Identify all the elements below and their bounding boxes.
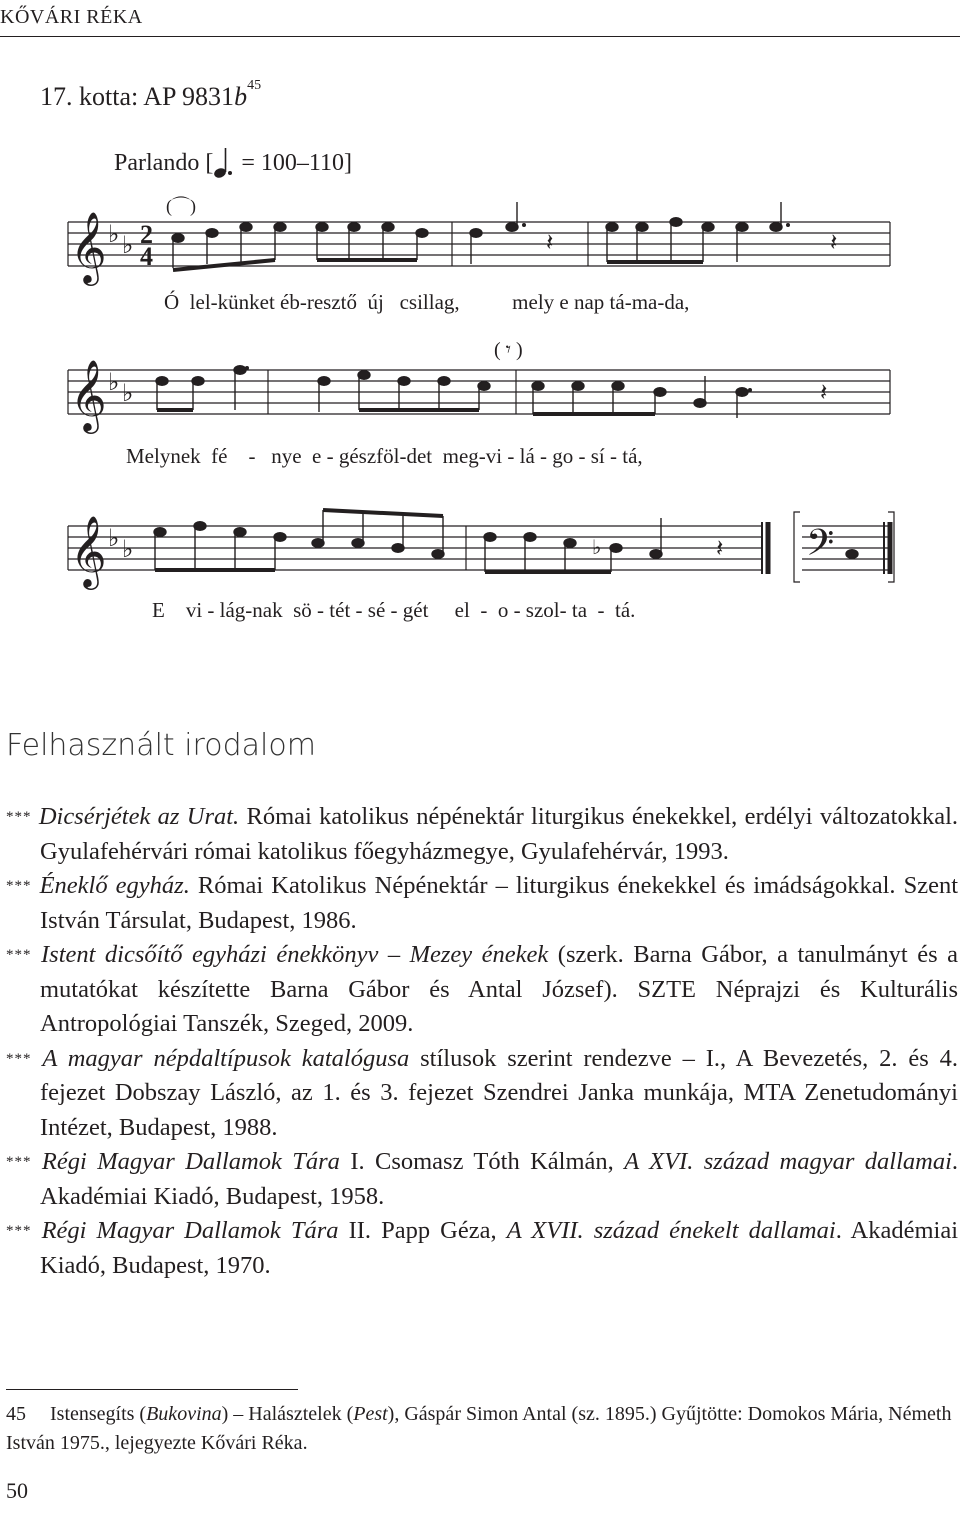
reference-title: A magyar népdaltípusok katalógusa bbox=[42, 1044, 410, 1072]
svg-text:♭: ♭ bbox=[122, 537, 134, 563]
music-staff-2 bbox=[0, 338, 960, 448]
reference-title: Istent dicsőítő egyházi énekkönyv – Mezey énekek bbox=[41, 941, 549, 968]
svg-text:2: 2 bbox=[140, 220, 153, 249]
reference-details: II. Papp Géza, bbox=[338, 1217, 507, 1244]
reference-subtitle: A XVII. század énekelt dallamai bbox=[506, 1217, 836, 1244]
reference-item bbox=[6, 869, 958, 938]
svg-text:𝄞: 𝄞 bbox=[70, 210, 107, 283]
footnote-rule bbox=[6, 1389, 298, 1390]
music-staff-1 bbox=[0, 190, 960, 290]
svg-text:𝄽: 𝄽 bbox=[546, 230, 554, 256]
dotted-quarter-note-icon bbox=[213, 146, 235, 180]
footnote-number: 45 bbox=[6, 1403, 26, 1425]
footnote-text-b: ) – Halásztelek ( bbox=[221, 1403, 354, 1425]
lyrics-line-3: E vi - lág-nak sö - tét - sé - gét el - o - szol- ta - tá. bbox=[152, 598, 636, 622]
page-number: 50 bbox=[6, 1478, 28, 1503]
reference-details: Római Katolikus Népénektár – liturgikus énekekkel és imádságokkal. Szent István Társulat, Budapest, 1986. bbox=[40, 872, 958, 934]
reference-stars: *** bbox=[6, 1050, 32, 1067]
lyrics-line-1: Ó lel-künket éb-resztő új csillag, mely e nap tá-ma-da, bbox=[164, 290, 690, 314]
svg-text:♭: ♭ bbox=[108, 370, 120, 396]
reference-item bbox=[6, 800, 958, 869]
score-title-footnote-ref: 45 bbox=[247, 78, 262, 93]
svg-text:(⌒): (⌒) bbox=[166, 196, 196, 216]
running-header: KŐVÁRI RÉKA bbox=[0, 6, 143, 28]
footnote-place-a: Bukovina bbox=[146, 1403, 222, 1425]
tempo-marking bbox=[114, 146, 352, 180]
reference-stars: *** bbox=[6, 947, 32, 963]
svg-text:𝄢: 𝄢 bbox=[806, 522, 835, 573]
reference-item bbox=[6, 1214, 958, 1283]
reference-stars: *** bbox=[6, 1223, 32, 1239]
music-staff-3 bbox=[0, 496, 960, 606]
score-title bbox=[40, 78, 262, 112]
footnote-text-a: Istensegíts ( bbox=[50, 1403, 147, 1425]
reference-details: Római katolikus népénektár liturgikus énekekkel, erdélyi változatokkal. Gyulafehérvári római katolikus főegyházmegye, Gyulafehérvár, 1993. bbox=[40, 803, 959, 865]
reference-title: Éneklő egyház. bbox=[39, 872, 190, 899]
svg-text:𝄽: 𝄽 bbox=[716, 536, 724, 562]
footnote-text-c: ), Gáspár Simon Antal (sz. 1895.) Gyűjtötte: Domokos Mária, Németh István 1975., lejegyezte Kővári Réka. bbox=[6, 1403, 952, 1454]
score-title-text: 17. kotta: AP 9831 bbox=[40, 82, 235, 111]
svg-text:♭: ♭ bbox=[108, 526, 120, 552]
reference-subtitle: A XVI. század magyar dallamai bbox=[624, 1148, 952, 1175]
reference-details: (szerk. Barna Gábor, a tanulmányt és a mutatókat készítette Barna Gábor és Antal József). SZTE Néprajzi és Kulturális Antropológiai Tanszék, Szeged, 2009. bbox=[40, 941, 958, 1037]
reference-list bbox=[6, 800, 958, 1283]
score-title-italic: b bbox=[234, 82, 248, 111]
reference-item bbox=[6, 1145, 958, 1214]
section-heading: Felhasznált irodalom bbox=[6, 728, 316, 763]
svg-text:𝄽: 𝄽 bbox=[830, 230, 838, 256]
svg-text:♭: ♭ bbox=[592, 537, 602, 559]
reference-publisher: . Akadémiai Kiadó, Budapest, 1970. bbox=[40, 1217, 959, 1279]
svg-text:𝄞: 𝄞 bbox=[70, 514, 107, 587]
svg-text:4: 4 bbox=[140, 242, 153, 271]
reference-item bbox=[6, 1042, 958, 1146]
header-rule bbox=[0, 36, 960, 37]
reference-title: Régi Magyar Dallamok Tára bbox=[41, 1148, 340, 1175]
reference-stars: *** bbox=[6, 878, 32, 894]
reference-stars: *** bbox=[6, 1154, 32, 1170]
footnote bbox=[6, 1400, 958, 1458]
svg-text:𝄞: 𝄞 bbox=[70, 358, 107, 431]
tempo-value: = 100–110] bbox=[241, 149, 352, 176]
footnote-place-b: Pest bbox=[353, 1403, 388, 1425]
reference-title: Dicsérjétek az Urat. bbox=[38, 803, 240, 830]
reference-stars: *** bbox=[6, 809, 32, 825]
svg-text:♭: ♭ bbox=[122, 381, 134, 407]
footnote-text bbox=[6, 1403, 951, 1454]
svg-text:♭: ♭ bbox=[108, 222, 120, 248]
lyrics-line-2: Melynek fé - nye e - gészföl-det meg-vi - lá - go - sí - tá, bbox=[126, 444, 643, 468]
tempo-word: Parlando [ bbox=[114, 149, 214, 176]
reference-details: I. Csomasz Tóth Kálmán, bbox=[339, 1148, 625, 1175]
svg-text:♭: ♭ bbox=[122, 233, 134, 259]
reference-details: stílusok szerint rendezve – I., A Bevezetés, 2. és 4. fejezet Dobszay László, az 1. és 3. fejezet Szendrei Janka munkája, MTA Zenetudományi Intézet, Budapest, 1988. bbox=[40, 1044, 959, 1141]
svg-text:𝄽: 𝄽 bbox=[820, 380, 828, 406]
reference-publisher: . Akadémiai Kiadó, Budapest, 1958. bbox=[40, 1148, 959, 1210]
svg-text:( 𝄾 ): ( 𝄾 ) bbox=[494, 339, 523, 361]
reference-title: Régi Magyar Dallamok Tára bbox=[41, 1217, 339, 1244]
reference-item bbox=[6, 938, 958, 1042]
